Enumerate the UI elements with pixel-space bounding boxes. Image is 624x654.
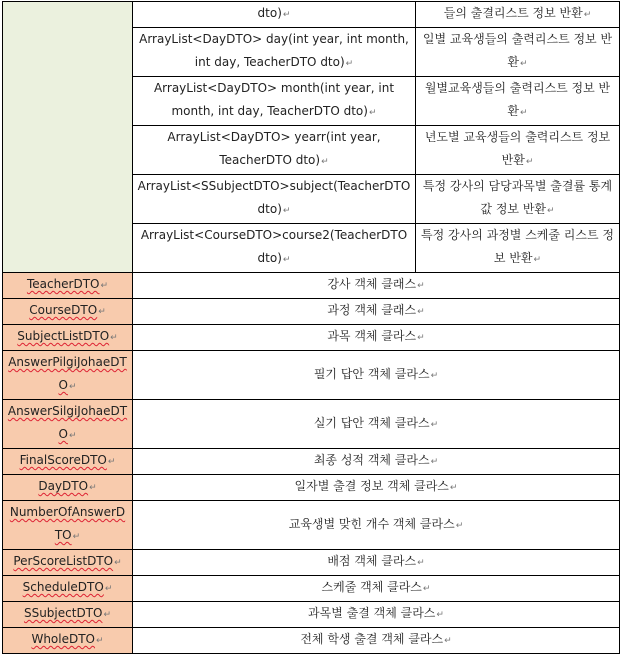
paragraph-mark-icon: ↵ bbox=[430, 370, 439, 381]
method-signature: ArrayList<DayDTO> month(int year, int month, int day, TeacherDTO dto)↵ bbox=[133, 77, 416, 126]
paragraph-mark-icon: ↵ bbox=[547, 206, 555, 216]
paragraph-mark-icon: ↵ bbox=[68, 382, 77, 392]
paragraph-mark-icon: ↵ bbox=[436, 610, 444, 620]
method-description: 일별 교육생들의 출력리스트 정보 반환↵ bbox=[416, 28, 620, 77]
paragraph-mark-icon: ↵ bbox=[422, 584, 431, 594]
paragraph-mark-icon: ↵ bbox=[114, 558, 122, 568]
class-description-cell: 최종 성적 객체 클라스↵ bbox=[133, 449, 620, 475]
paragraph-mark-icon: ↵ bbox=[533, 255, 542, 265]
class-description-cell: 강사 객체 클래스↵ bbox=[133, 273, 620, 299]
class-name-cell: AnswerPilgiJohaeDTO↵ bbox=[3, 351, 133, 400]
class-name-cell: DayDTO↵ bbox=[3, 475, 133, 501]
method-signature: dto)↵ bbox=[133, 2, 416, 28]
class-description-cell: 교육생별 맞힌 개수 객체 클라스↵ bbox=[133, 501, 620, 550]
paragraph-mark-icon: ↵ bbox=[455, 520, 464, 531]
paragraph-mark-icon: ↵ bbox=[417, 281, 425, 291]
paragraph-mark-icon: ↵ bbox=[321, 157, 329, 167]
paragraph-mark-icon: ↵ bbox=[520, 59, 528, 69]
paragraph-mark-icon: ↵ bbox=[103, 610, 112, 620]
paragraph-mark-icon: ↵ bbox=[96, 636, 104, 646]
class-name-cell: NumberOfAnswerDTO↵ bbox=[3, 501, 133, 550]
paragraph-mark-icon: ↵ bbox=[282, 255, 291, 265]
method-signature: ArrayList<DayDTO> yearr(int year, TeacherDTO dto)↵ bbox=[133, 126, 416, 175]
class-name-cell: TeacherDTO↵ bbox=[3, 273, 133, 299]
paragraph-mark-icon: ↵ bbox=[107, 457, 116, 467]
merged-green-cell bbox=[3, 2, 133, 273]
method-description: 월별교육생들의 출력리스트 정보 반환↵ bbox=[416, 77, 620, 126]
paragraph-mark-icon: ↵ bbox=[68, 431, 77, 441]
paragraph-mark-icon: ↵ bbox=[417, 307, 425, 317]
class-description-cell: 필기 답안 객체 클라스↵ bbox=[133, 351, 620, 400]
paragraph-mark-icon: ↵ bbox=[100, 281, 109, 291]
class-description-cell: 실기 답안 객체 클라스↵ bbox=[133, 400, 620, 449]
class-name-cell: SubjectListDTO↵ bbox=[3, 325, 133, 351]
class-name-cell: PerScoreListDTO↵ bbox=[3, 550, 133, 576]
paragraph-mark-icon: ↵ bbox=[430, 419, 439, 430]
paragraph-mark-icon: ↵ bbox=[417, 558, 425, 568]
paragraph-mark-icon: ↵ bbox=[368, 108, 377, 118]
class-name-cell: AnswerSilgiJohaeDTO↵ bbox=[3, 400, 133, 449]
paragraph-mark-icon: ↵ bbox=[449, 483, 458, 493]
paragraph-mark-icon: ↵ bbox=[110, 333, 118, 343]
method-signature: ArrayList<CourseDTO>course2(TeacherDTO dto)↵ bbox=[133, 224, 416, 273]
method-signature: ArrayList<SSubjectDTO>subject(TeacherDTO dto)↵ bbox=[133, 175, 416, 224]
class-description-cell: 스케줄 객체 클라스↵ bbox=[133, 576, 620, 602]
method-description: 들의 출결리스트 정보 반환↵ bbox=[416, 2, 620, 28]
paragraph-mark-icon: ↵ bbox=[104, 584, 113, 594]
method-description: 특정 강사의 과정별 스케줄 리스트 정보 반환↵ bbox=[416, 224, 620, 273]
class-description-cell: 일자별 출결 정보 객체 클라스↵ bbox=[133, 475, 620, 501]
class-description-cell: 과목 객체 클라스↵ bbox=[133, 325, 620, 351]
paragraph-mark-icon: ↵ bbox=[583, 10, 592, 20]
paragraph-mark-icon: ↵ bbox=[345, 59, 354, 69]
method-description: 특정 강사의 담당과목별 출결률 통계값 정보 반환↵ bbox=[416, 175, 620, 224]
paragraph-mark-icon: ↵ bbox=[520, 108, 528, 118]
class-name-cell: FinalScoreDTO↵ bbox=[3, 449, 133, 475]
paragraph-mark-icon: ↵ bbox=[89, 483, 97, 493]
class-name-cell: SSubjectDTO↵ bbox=[3, 602, 133, 628]
paragraph-mark-icon: ↵ bbox=[72, 532, 81, 542]
class-name-cell: WholeDTO↵ bbox=[3, 628, 133, 654]
class-description-cell: 배점 객체 클라스↵ bbox=[133, 550, 620, 576]
document-table bbox=[2, 1, 620, 654]
paragraph-mark-icon: ↵ bbox=[98, 307, 106, 317]
paragraph-mark-icon: ↵ bbox=[282, 10, 291, 20]
class-description-cell: 과정 객체 클래스↵ bbox=[133, 299, 620, 325]
paragraph-mark-icon: ↵ bbox=[525, 157, 534, 167]
paragraph-mark-icon: ↵ bbox=[282, 206, 291, 216]
method-description: 년도별 교육생들의 출력리스트 정보 반환↵ bbox=[416, 126, 620, 175]
class-description-cell: 전체 학생 출결 객체 클라스↵ bbox=[133, 628, 620, 654]
class-name-cell: ScheduleDTO↵ bbox=[3, 576, 133, 602]
method-signature: ArrayList<DayDTO> day(int year, int month, int day, TeacherDTO dto)↵ bbox=[133, 28, 416, 77]
paragraph-mark-icon: ↵ bbox=[444, 636, 452, 646]
paragraph-mark-icon: ↵ bbox=[430, 457, 439, 467]
paragraph-mark-icon: ↵ bbox=[417, 333, 425, 343]
class-description-cell: 과목별 출결 객체 클라스↵ bbox=[133, 602, 620, 628]
class-name-cell: CourseDTO↵ bbox=[3, 299, 133, 325]
